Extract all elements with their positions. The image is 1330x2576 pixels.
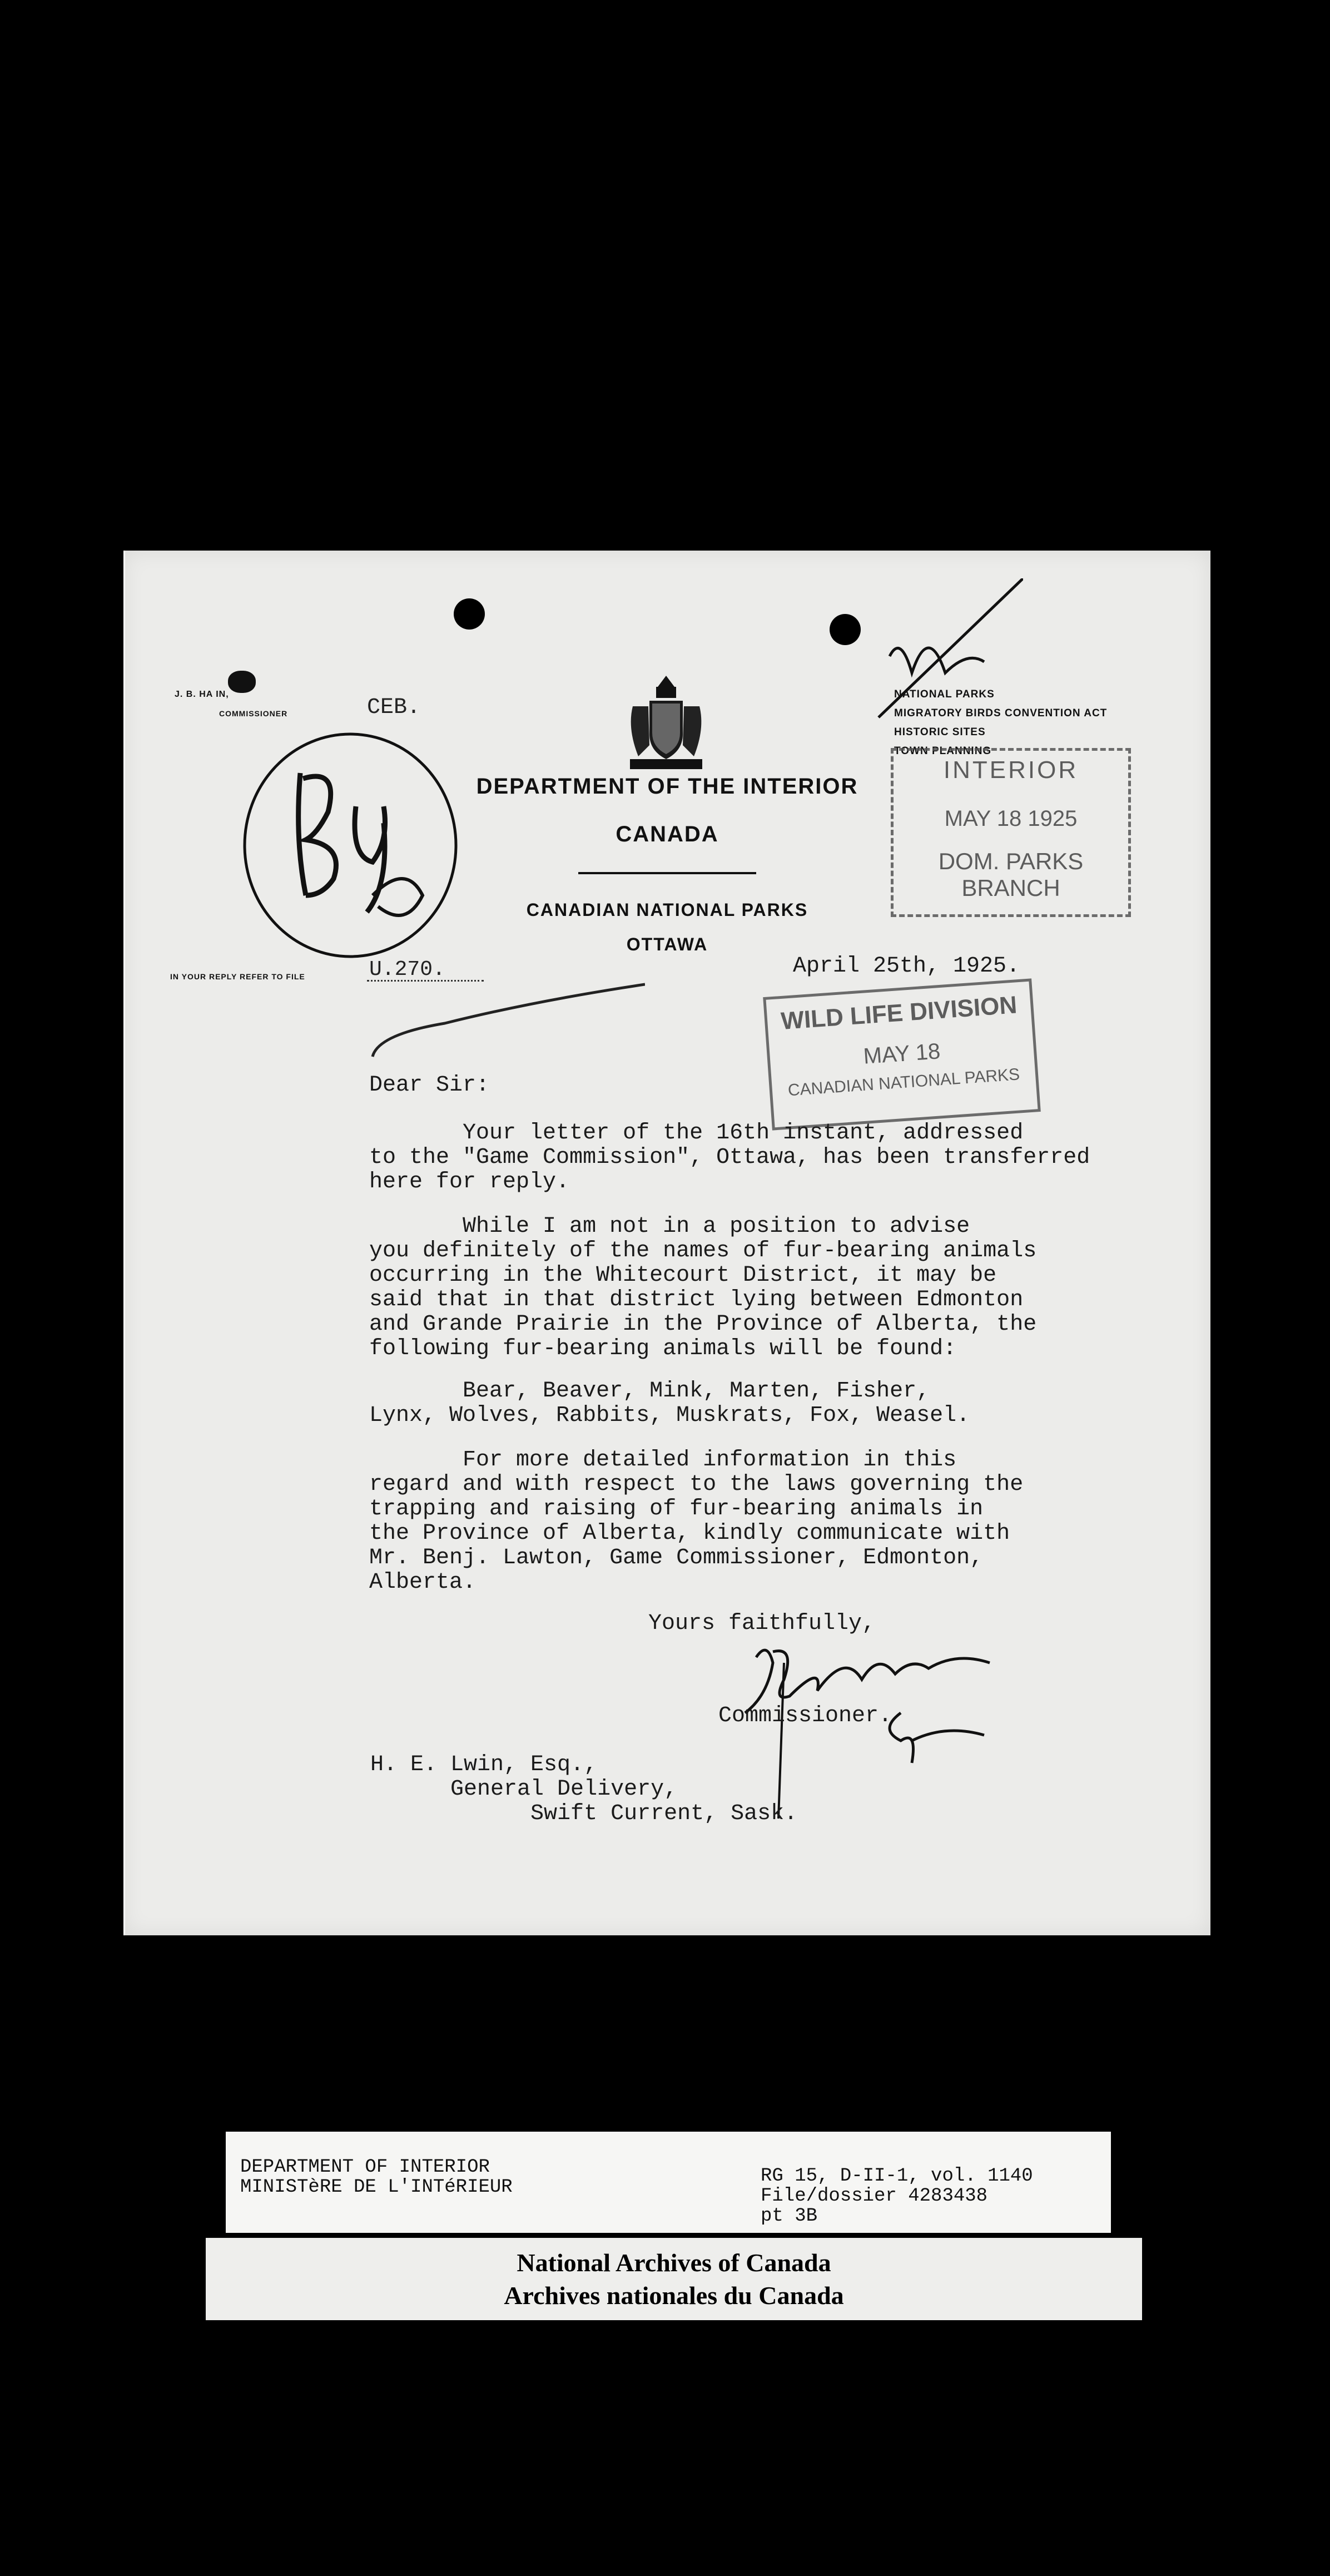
handwritten-initials: [239, 729, 473, 962]
service-item: TOWN PLANNING: [894, 745, 992, 757]
stamp-footer: CANADIAN NATIONAL PARKS: [787, 1065, 1021, 1100]
service-item: MIGRATORY BIRDS CONVENTION ACT: [894, 707, 1108, 719]
service-item: HISTORIC SITES: [894, 726, 986, 738]
commissioner-name: J. B. HA IN,: [175, 690, 229, 699]
received-stamp-wildlife: [763, 978, 1041, 1130]
archives-name-en: National Archives of Canada: [517, 2248, 831, 2277]
file-dotted-line: [367, 980, 484, 982]
paragraph-1: Your letter of the 16th instant, addressed to the "Game Commission", Ottawa, has been transferred here for reply.: [369, 1121, 1090, 1195]
slip-department: DEPARTMENT OF INTERIOR MINISTèRE DE L'INTéRIEUR: [240, 2157, 513, 2198]
closing: Yours faithfully,: [648, 1611, 876, 1636]
branch-city: OTTAWA: [626, 934, 708, 954]
service-item: NATIONAL PARKS: [894, 688, 995, 700]
header-rule: [578, 872, 756, 874]
reference-slip: [226, 2132, 1111, 2233]
letter-date: April 25th, 1925.: [793, 954, 1020, 979]
department-title: DEPARTMENT OF THE INTERIOR: [476, 774, 858, 799]
handwritten-mark: [856, 578, 1023, 729]
archives-banner: [206, 2238, 1142, 2320]
slip-file-reference: RG 15, D-II-1, vol. 1140 File/dossier 4283438 pt 3B: [761, 2166, 1033, 2227]
received-stamp-interior: [891, 748, 1131, 917]
department-country: CANADA: [616, 822, 719, 846]
commissioner-title: COMMISSIONER: [219, 709, 288, 718]
signer-title: Commissioner.: [718, 1703, 892, 1728]
ink-blot: [228, 671, 256, 693]
stamp-heading: WILD LIFE DIVISION: [780, 991, 1018, 1035]
coat-of-arms-icon: [622, 673, 711, 773]
stamp-date: MAY 18: [862, 1039, 941, 1069]
branch-name: CANADIAN NATIONAL PARKS: [526, 900, 808, 920]
pen-stroke: [367, 973, 645, 1062]
initials: CEB.: [367, 695, 421, 720]
page-edge: [123, 551, 125, 1935]
reply-file-label: IN YOUR REPLY REFER TO FILE: [170, 972, 305, 981]
stamp-heading: INTERIOR: [943, 756, 1079, 784]
salutation: Dear Sir:: [369, 1073, 490, 1098]
stamp-date: MAY 18 1925: [944, 806, 1078, 831]
recipient-address: H. E. Lwin, Esq., General Delivery, Swift Current, Sask.: [370, 1752, 798, 1826]
paragraph-3: Bear, Beaver, Mink, Marten, Fisher, Lynx, Wolves, Rabbits, Muskrats, Fox, Weasel.: [369, 1379, 970, 1428]
file-number: U.270.: [369, 958, 445, 982]
paragraph-2: While I am not in a position to advise you definitely of the names of fur-bearing animals occurring in the Whitecourt District, it may be said that in that district lying between Edmonton and Grande Prairie in the Province of Alberta, the following fur-bearing animals will be found:: [369, 1214, 1037, 1361]
punch-hole-left: [454, 598, 485, 630]
paragraph-4: For more detailed information in this regard and with respect to the laws governing the trapping and raising of fur-bearing animals in the Province of Alberta, kindly communicate with Mr. Benj. Lawton, Game Commissioner, Edmonton, Alberta.: [369, 1448, 1024, 1595]
stamp-footer: DOM. PARKS BRANCH: [938, 848, 1084, 901]
archives-name-fr: Archives nationales du Canada: [504, 2281, 844, 2310]
